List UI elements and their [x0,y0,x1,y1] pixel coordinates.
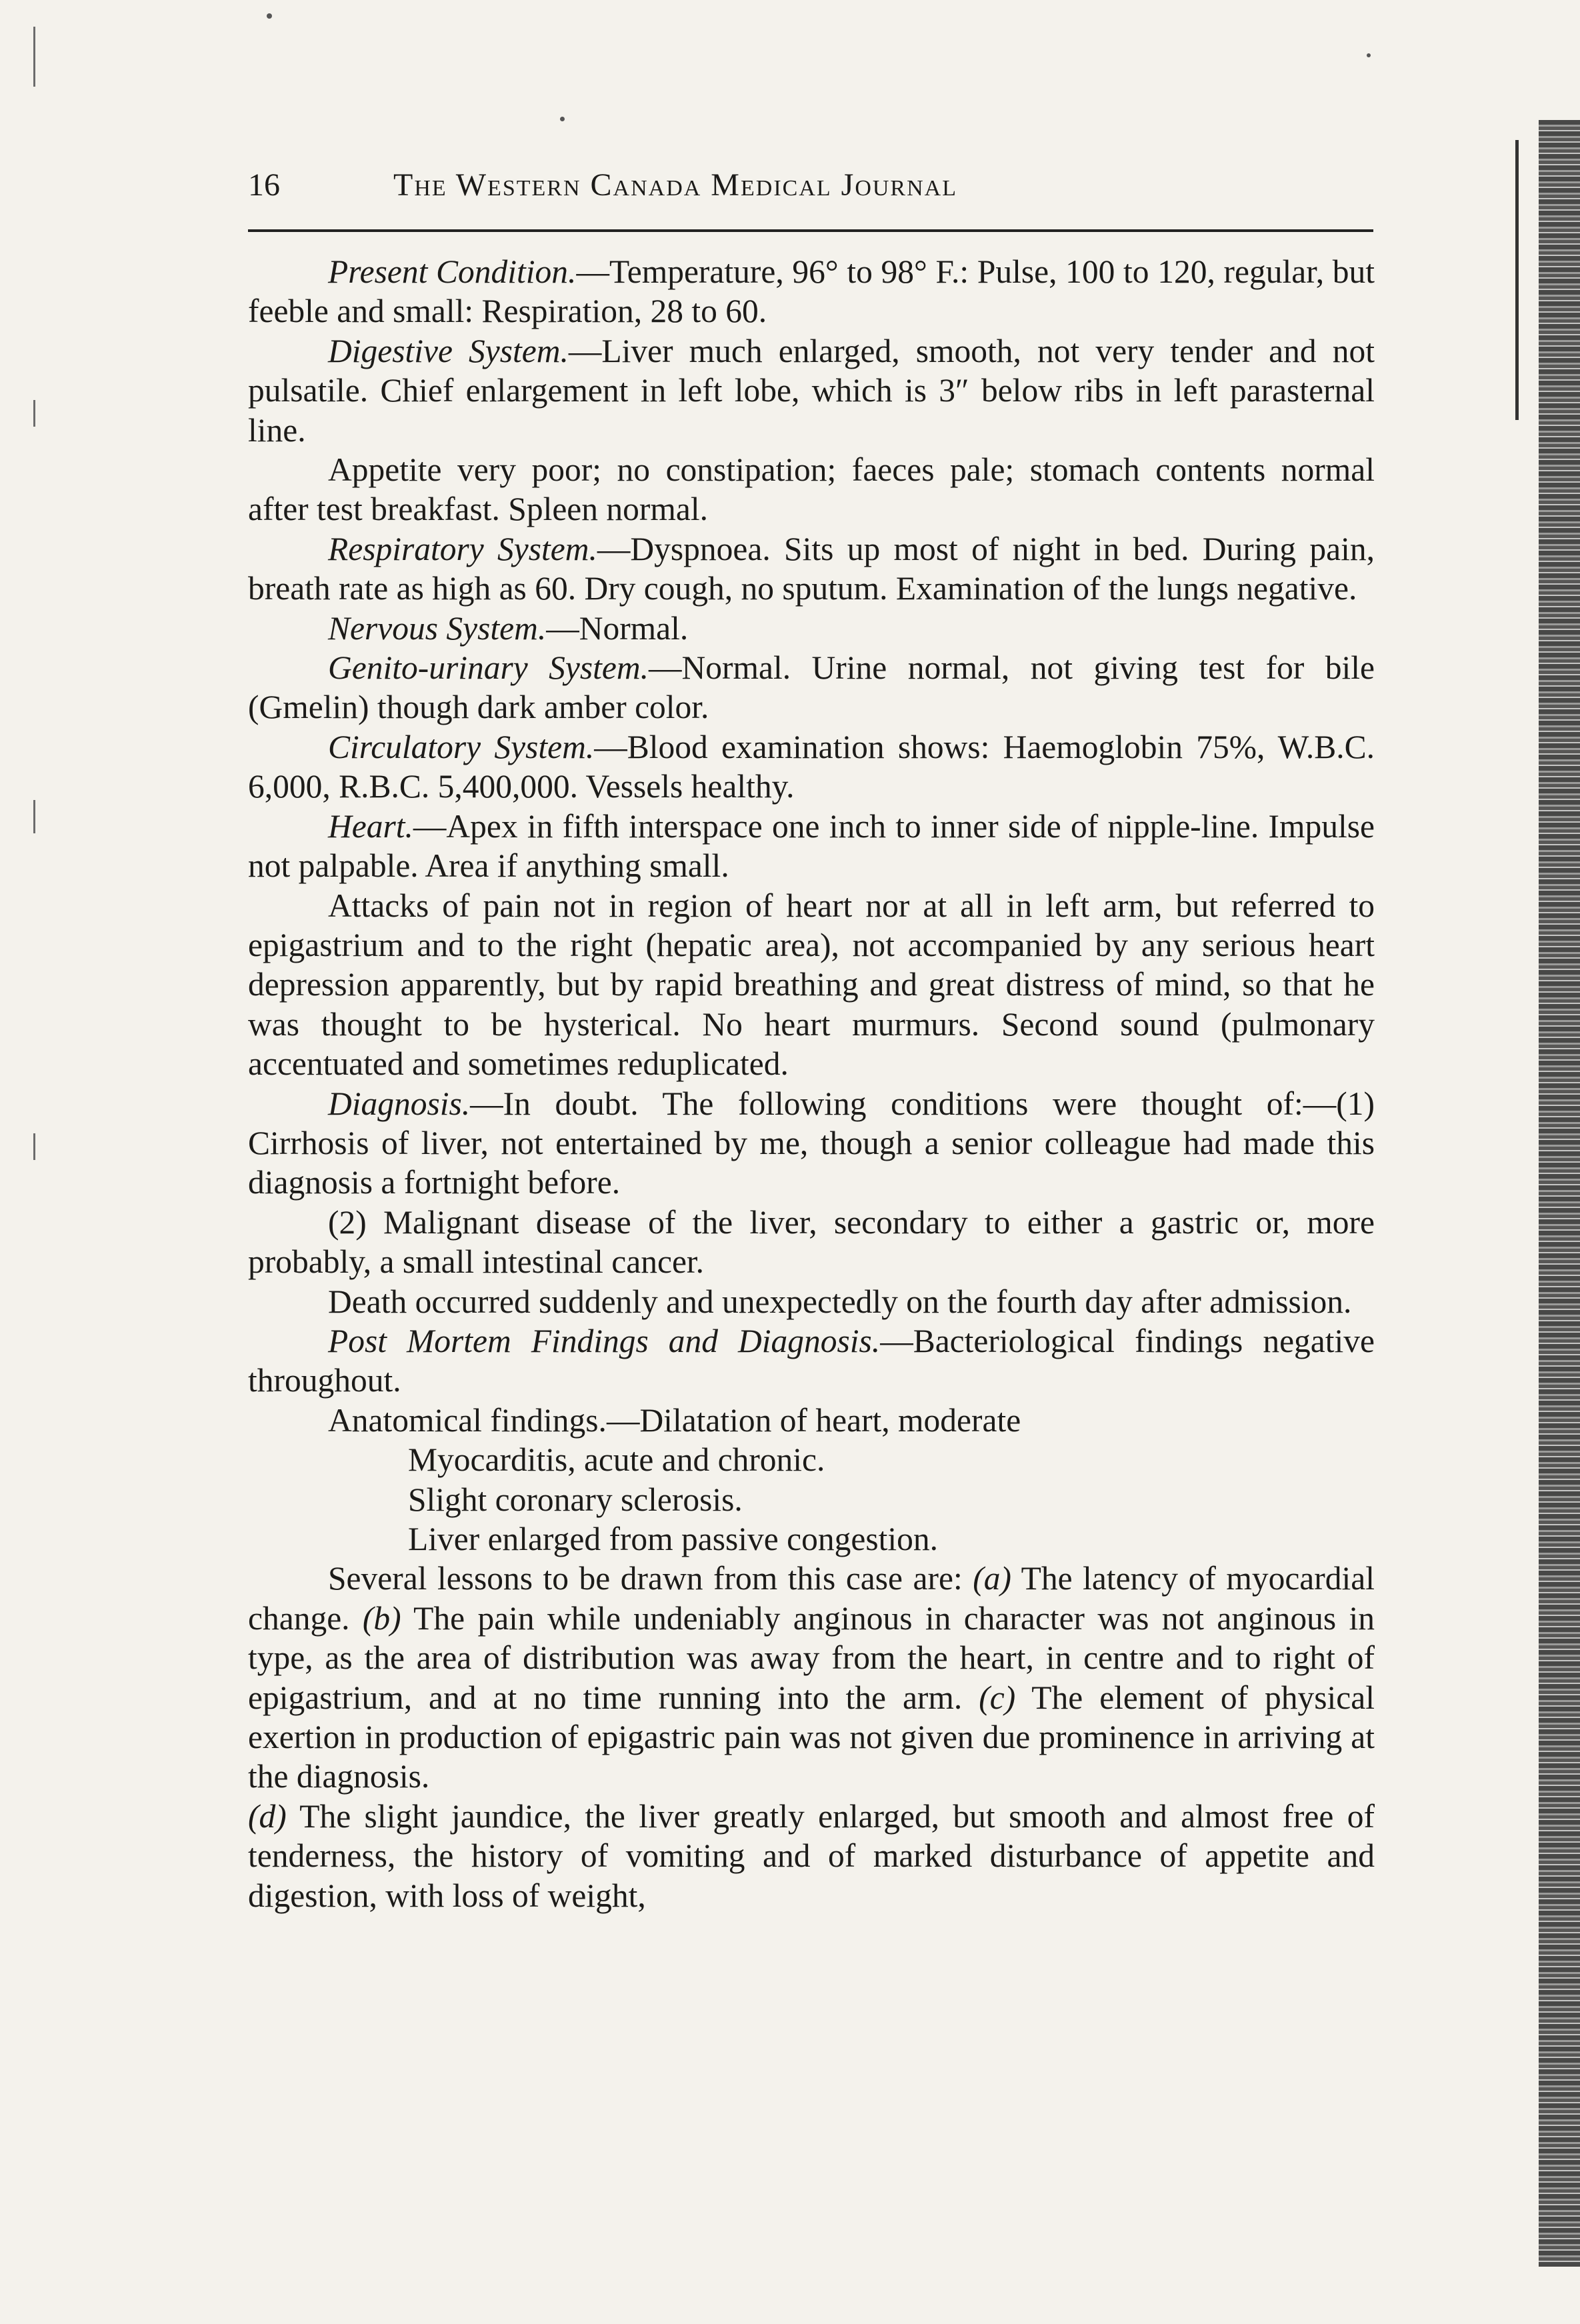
section-heading: Heart. [328,807,413,845]
paragraph-attacks-of-pain [248,886,1375,1084]
findings-item: —Dilatation of heart, moderate [606,1401,1021,1439]
section-heading: Post Mortem Findings and Diagnosis. [328,1322,881,1359]
paragraph-text: The slight jaundice, the liver greatly enlarged, but smooth and almost free of tenderness, the history of vomiting and of marked disturbance of appetite and digestion, with loss of weight, [248,1797,1375,1914]
findings-line [248,1519,1375,1559]
scan-edge-shadow [1539,120,1580,2267]
paragraph-text: Death occurred suddenly and unexpectedly on the fourth day after admission. [328,1283,1352,1320]
section-heading: Circulatory System. [328,728,595,765]
scan-margin-mark [33,400,35,427]
journal-title: The Western Canada Medical Journal [393,167,957,203]
paragraph-circulatory-system [248,727,1375,807]
scan-margin-mark [33,800,35,833]
paragraph-text: —Temperature, 96° to 98° F.: Pulse, 100 to 120, regular, but feeble and small: Respiration, 28 to 60. [248,253,1375,330]
section-heading: Digestive System. [328,332,569,369]
scan-margin-mark [33,27,35,87]
paragraph-text: The latency of myocardial change. [248,1560,1375,1637]
section-heading: Present Condition. [328,253,577,290]
paragraph-post-mortem [248,1321,1375,1401]
findings-label: Anatomical findings. [328,1401,607,1439]
findings-item: Liver enlarged from passive congestion. [408,1521,938,1557]
paragraph-text: —Bacteriological findings negative throughout. [248,1322,1375,1399]
paragraph-digestive-system [248,331,1375,450]
paragraph-present-condition [248,252,1375,331]
findings-line [248,1480,1375,1519]
paragraph-text: —Dyspnoea. Sits up most of night in bed. During pain, breath rate as high as 60. Dry cough, no sputum. Examination of the lungs negative. [248,530,1375,607]
section-heading: Diagnosis. [328,1085,471,1122]
findings-item: Slight coronary sclerosis. [408,1481,743,1518]
paragraph-text: —In doubt. The following conditions were thought of:—(1) Cirrhosis of liver, not entertained by me, though a senior colleague had made this diagnosis a fortnight before. [248,1085,1375,1201]
paragraph-lesson-d [248,1797,1375,1915]
paragraph-nervous-system [248,609,1375,648]
paragraph-text: —Liver much enlarged, smooth, not very tender and not pulsatile. Chief enlargement in left lobe, which is 3″ below ribs in left parasternal line. [248,332,1375,449]
scan-edge-line [1515,140,1519,420]
scan-speck [267,13,272,19]
article-body [248,252,1375,1915]
list-marker: (b) [362,1599,401,1637]
paragraph-text: The element of physical exertion in production of epigastric pain was not given due prominence in arriving at the diagnosis. [248,1679,1375,1795]
page-header [248,167,1375,209]
findings-line [248,1440,1375,1479]
scan-speck [1367,53,1371,57]
paragraph-text: —Normal. Urine normal, not giving test for bile (Gmelin) though dark amber color. [248,649,1375,726]
paragraph-diagnosis [248,1084,1375,1203]
page-number: 16 [248,167,280,203]
findings-item: Myocarditis, acute and chronic. [408,1441,825,1479]
paragraph-text: —Blood examination shows: Haemoglobin 75%, W.B.C. 6,000, R.B.C. 5,400,000. Vessels healthy. [248,728,1375,805]
paragraph-genito-urinary-system [248,648,1375,727]
section-heading: Respiratory System. [328,530,597,567]
paragraph-text: The pain while undeniably anginous in character was not anginous in type, as the area of distribution was away from the heart, in centre and to right of epigastrium, and at no time running into the arm. [248,1599,1375,1716]
section-heading: Nervous System. [328,609,547,647]
paragraph-text: —Normal. [546,609,689,647]
paragraph-heart [248,807,1375,886]
paragraph-text: (2) Malignant disease of the liver, secondary to either a gastric or, more probably, a small intestinal cancer. [248,1203,1375,1281]
paragraph-respiratory-system [248,529,1375,609]
scan-margin-mark [33,1133,35,1160]
scan-speck [560,117,565,121]
paragraph-appetite [248,450,1375,529]
paragraph-death [248,1282,1375,1321]
list-marker: (a) [973,1560,1011,1597]
section-heading: Genito-urinary System. [328,649,649,687]
paragraph-lessons [248,1559,1375,1796]
paragraph-text: Several lessons to be drawn from this case are: [328,1560,973,1597]
paragraph-text: Attacks of pain not in region of heart nor at all in left arm, but referred to epigastrium and to the right (hepatic area), not accompanied by any serious heart depression apparently, but by rapid breathing and great distress of mind, so that he was thought to be hysterical. No heart murmurs. Second sound (pulmonary accentuated and sometimes reduplicated. [248,887,1375,1083]
paragraph-malignant-disease [248,1203,1375,1282]
list-marker: (d) [248,1797,287,1835]
header-rule [248,229,1373,232]
paragraph-text: —Apex in fifth interspace one inch to inner side of nipple-line. Impulse not palpable. Area if anything small. [248,807,1375,885]
paragraph-text: Appetite very poor; no constipation; faeces pale; stomach contents normal after test breakfast. Spleen normal. [248,451,1375,528]
findings-line [248,1401,1375,1440]
list-marker: (c) [979,1679,1016,1716]
